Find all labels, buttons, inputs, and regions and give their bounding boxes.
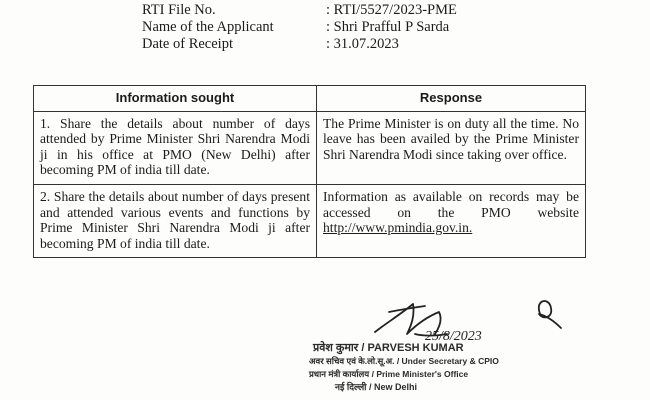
signature-graphic <box>355 290 585 350</box>
meta-row-file-no <box>142 2 457 19</box>
stamp-officer-name: प्रवेश कुमार / PARVESH KUMAR <box>313 342 464 354</box>
meta-label: RTI File No. <box>142 2 216 18</box>
handwritten-date: 25/8/2023 <box>425 329 482 344</box>
meta-value: : 31.07.2023 <box>326 36 399 52</box>
column-header-information-sought: Information sought <box>34 86 317 112</box>
meta-row-applicant <box>142 19 457 36</box>
stamp-designation: अवर सचिव एवं के.लो.सू.अ. / Under Secretary & CPIO <box>309 356 499 366</box>
pmindia-website-link[interactable]: http://www.pmindia.gov.in. <box>323 220 473 236</box>
meta-label: Name of the Applicant <box>142 19 274 35</box>
rti-response-table <box>33 85 586 258</box>
table-row <box>34 184 586 257</box>
response-cell: The Prime Minister is on duty all the time. No leave has been availed by the Prime Minister Shri Narendra Modi since taking over office. <box>317 111 586 184</box>
response-cell <box>317 184 586 257</box>
stamp-office: प्रधान मंत्री कार्यालय / Prime Minister's Office <box>309 369 469 379</box>
stamp-city: नई दिल्ली / New Delhi <box>335 382 418 392</box>
table-row <box>34 111 586 184</box>
response-text: Information as available on records may be accessed on the PMO website <box>323 188 579 220</box>
column-header-response: Response <box>317 86 586 112</box>
rti-file-details <box>142 2 457 53</box>
meta-label: Date of Receipt <box>142 36 233 52</box>
officer-stamp <box>309 342 499 394</box>
table-header-row <box>34 86 586 112</box>
meta-value: : RTI/5527/2023-PME <box>326 2 457 18</box>
question-cell: 2. Share the details about number of days present and attended various events and functions by Prime Minister Shri Narendra Modi ji after becoming PM of india till date. <box>34 184 317 257</box>
question-cell: 1. Share the details about number of days attended by Prime Minister Shri Narendra Modi ji in his office at PMO (New Delhi) after becoming PM of india till date. <box>34 111 317 184</box>
meta-row-date <box>142 36 457 53</box>
meta-value: : Shri Prafful P Sarda <box>326 19 450 35</box>
